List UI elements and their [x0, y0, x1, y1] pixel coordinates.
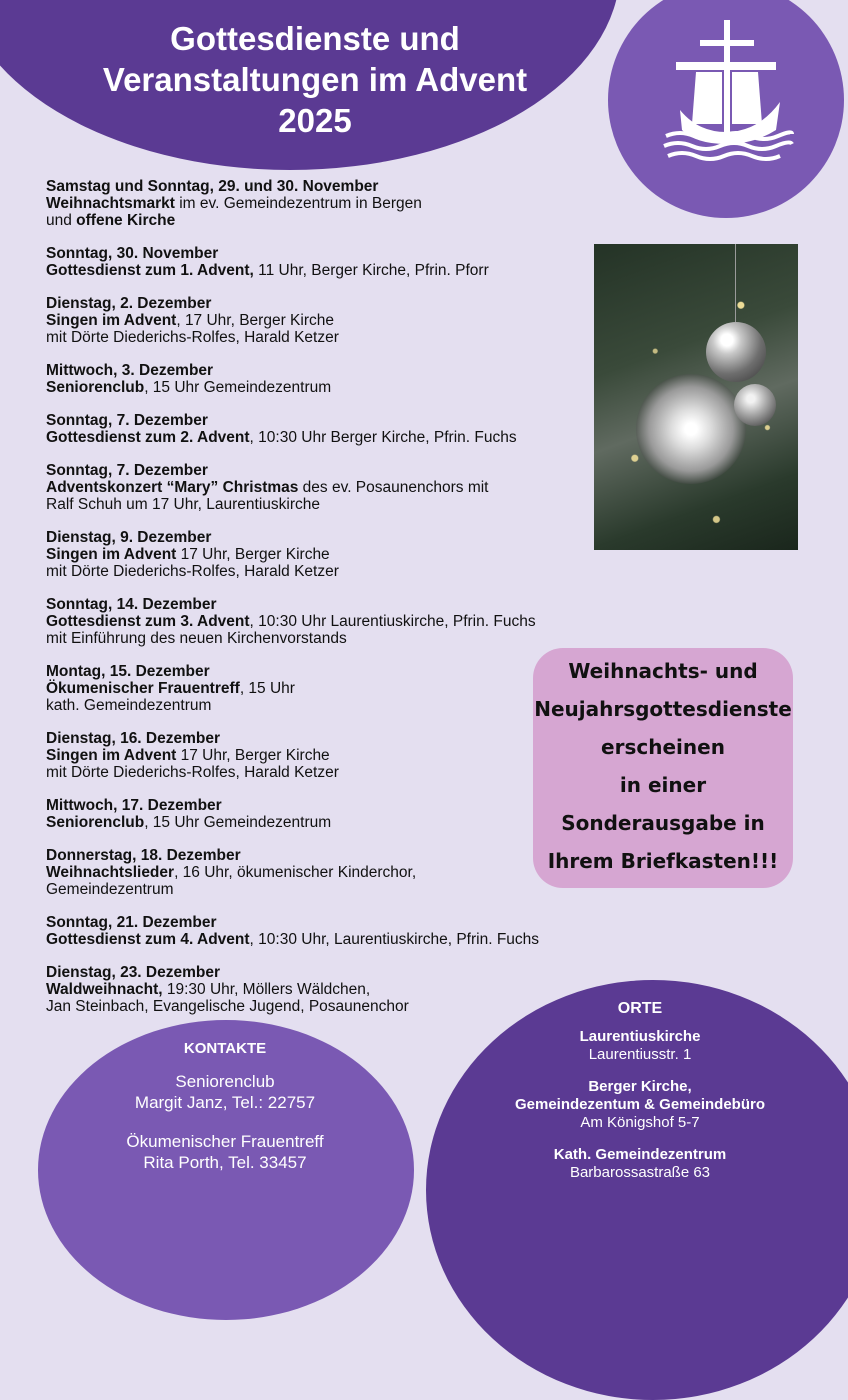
event-item [46, 178, 626, 229]
event-text: Ralf Schuh um 17 Uhr, Laurentiuskirche [46, 496, 320, 513]
logo-circle [608, 0, 844, 218]
event-line [46, 931, 626, 948]
contact-item [60, 1071, 390, 1113]
event-highlight: Gottesdienst zum 3. Advent [46, 613, 250, 630]
event-text: mit Dörte Diederichs-Rolfes, Harald Ketzer [46, 764, 339, 781]
event-highlight: Seniorenclub [46, 814, 145, 831]
place-address: Am Königshof 5-7 [580, 1114, 700, 1131]
small-ornament [734, 384, 776, 426]
place-item [470, 1028, 810, 1064]
contact-detail: Margit Janz, Tel.: 22757 [134, 1093, 316, 1112]
contacts-section [60, 1040, 390, 1191]
event-item [46, 462, 626, 513]
event-text: 17 Uhr, Berger Kirche [176, 747, 330, 764]
event-date: Montag, 15. Dezember [46, 663, 210, 680]
event-line [46, 881, 626, 898]
event-item [46, 245, 626, 279]
event-line [46, 630, 626, 647]
event-text: mit Dörte Diederichs-Rolfes, Harald Ketzer [46, 329, 339, 346]
event-highlight: Gottesdienst zum 2. Advent [46, 429, 250, 446]
place-item [470, 1146, 810, 1182]
note-line: Neujahrsgottesdienste [534, 697, 792, 721]
event-line [46, 563, 626, 580]
event-text: 11 Uhr, Berger Kirche, Pfrin. Pforr [253, 262, 489, 279]
event-text: , 15 Uhr Gemeindezentrum [144, 814, 332, 831]
place-name: Kath. Gemeindezentrum [553, 1146, 727, 1163]
event-line [46, 613, 626, 630]
note-line: Weihnachts- und [568, 659, 758, 683]
event-line [46, 212, 626, 229]
christmas-tree-ornaments-photo [594, 244, 798, 550]
event-text: und [46, 212, 77, 229]
contact-name: Seniorenclub [175, 1072, 275, 1091]
event-line [46, 195, 626, 212]
event-text: Gemeindezentrum [46, 881, 174, 898]
event-date: Dienstag, 9. Dezember [46, 529, 212, 546]
title-line: Gottesdienste und [170, 20, 460, 57]
event-date: Mittwoch, 3. Dezember [46, 362, 214, 379]
place-address: Laurentiusstr. 1 [588, 1046, 692, 1063]
event-highlight: Gottesdienst zum 4. Advent [46, 931, 250, 948]
event-date: Dienstag, 2. Dezember [46, 295, 212, 312]
page-title [60, 18, 570, 141]
event-date: Samstag und Sonntag, 29. und 30. November [46, 178, 379, 195]
event-text: , 10:30 Uhr Berger Kirche, Pfrin. Fuchs [249, 429, 517, 446]
event-line [46, 496, 626, 513]
place-address: Barbarossastraße 63 [569, 1164, 711, 1181]
event-list [46, 178, 626, 1031]
event-highlight: Singen im Advent [46, 747, 177, 764]
event-text: kath. Gemeindezentrum [46, 697, 212, 714]
place-name: Berger Kirche, [588, 1078, 692, 1095]
event-date: Sonntag, 7. Dezember [46, 412, 208, 429]
event-date: Mittwoch, 17. Dezember [46, 797, 222, 814]
event-highlight: Seniorenclub [46, 379, 145, 396]
event-line [46, 312, 626, 329]
note-line: Ihrem Briefkasten!!! [547, 849, 779, 873]
event-date: Dienstag, 23. Dezember [46, 964, 221, 981]
title-line: Veranstaltungen im Advent [102, 61, 528, 98]
event-highlight: Singen im Advent [46, 312, 177, 329]
event-line [46, 546, 626, 563]
note-line: in einer [619, 773, 707, 797]
event-text: 19:30 Uhr, Möllers Wäldchen, [162, 981, 371, 998]
event-date: Sonntag, 14. Dezember [46, 596, 217, 613]
event-date: Donnerstag, 18. Dezember [46, 847, 241, 864]
event-item [46, 914, 626, 948]
event-item [46, 596, 626, 647]
event-text: des ev. Posaunenchors mit [298, 479, 489, 496]
event-line [46, 329, 626, 346]
event-line [46, 262, 626, 279]
event-highlight: offene Kirche [76, 212, 176, 229]
ornament-string [735, 244, 736, 324]
event-text: , 16 Uhr, ökumenischer Kinderchor, [174, 864, 417, 881]
event-highlight: Adventskonzert “Mary” Christmas [46, 479, 299, 496]
places-section [470, 1000, 810, 1196]
event-text: 17 Uhr, Berger Kirche [176, 546, 330, 563]
event-highlight: Waldweihnacht, [46, 981, 163, 998]
event-text: im ev. Gemeindezentrum in Bergen [174, 195, 422, 212]
event-text: , 15 Uhr [239, 680, 295, 697]
special-edition-note [533, 648, 793, 888]
event-date: Sonntag, 7. Dezember [46, 462, 208, 479]
event-item [46, 529, 626, 580]
place-item [470, 1078, 810, 1132]
event-text: mit Einführung des neuen Kirchenvorstands [46, 630, 347, 647]
event-highlight: Gottesdienst zum 1. Advent, [46, 262, 254, 279]
contact-name: Ökumenischer Frauentreff [126, 1132, 324, 1151]
contacts-heading: KONTAKTE [183, 1040, 267, 1057]
event-text: , 10:30 Uhr Laurentiuskirche, Pfrin. Fuchs [249, 613, 536, 630]
event-item [46, 362, 626, 396]
event-text: mit Dörte Diederichs-Rolfes, Harald Ketzer [46, 563, 339, 580]
event-text: , 15 Uhr Gemeindezentrum [144, 379, 332, 396]
event-highlight: Singen im Advent [46, 546, 177, 563]
event-text: , 17 Uhr, Berger Kirche [176, 312, 334, 329]
event-highlight: Weihnachtsmarkt [46, 195, 175, 212]
silver-ornament [706, 322, 766, 382]
place-name: Gemeindezentum & Gemeindebüro [514, 1096, 766, 1113]
event-item [46, 412, 626, 446]
event-line [46, 429, 626, 446]
title-line: 2025 [278, 102, 352, 139]
event-line [46, 479, 626, 496]
event-date: Dienstag, 16. Dezember [46, 730, 221, 747]
event-line [46, 981, 626, 998]
note-line: erscheinen [601, 735, 725, 759]
event-line [46, 379, 626, 396]
places-heading: ORTE [617, 1000, 663, 1017]
event-date: Sonntag, 21. Dezember [46, 914, 217, 931]
event-text: , 10:30 Uhr, Laurentiuskirche, Pfrin. Fuchs [249, 931, 540, 948]
contact-item [60, 1131, 390, 1173]
contact-detail: Rita Porth, Tel. 33457 [143, 1153, 307, 1172]
event-date: Sonntag, 30. November [46, 245, 219, 262]
event-text: Jan Steinbach, Evangelische Jugend, Posaunenchor [46, 998, 409, 1015]
event-item [46, 295, 626, 346]
church-ship-cross-icon [658, 20, 794, 166]
note-line: Sonderausgabe in [561, 811, 765, 835]
place-name: Laurentiuskirche [579, 1028, 701, 1045]
event-highlight: Weihnachtslieder [46, 864, 175, 881]
event-highlight: Ökumenischer Frauentreff [46, 680, 240, 697]
glitter-ornament [636, 374, 746, 484]
